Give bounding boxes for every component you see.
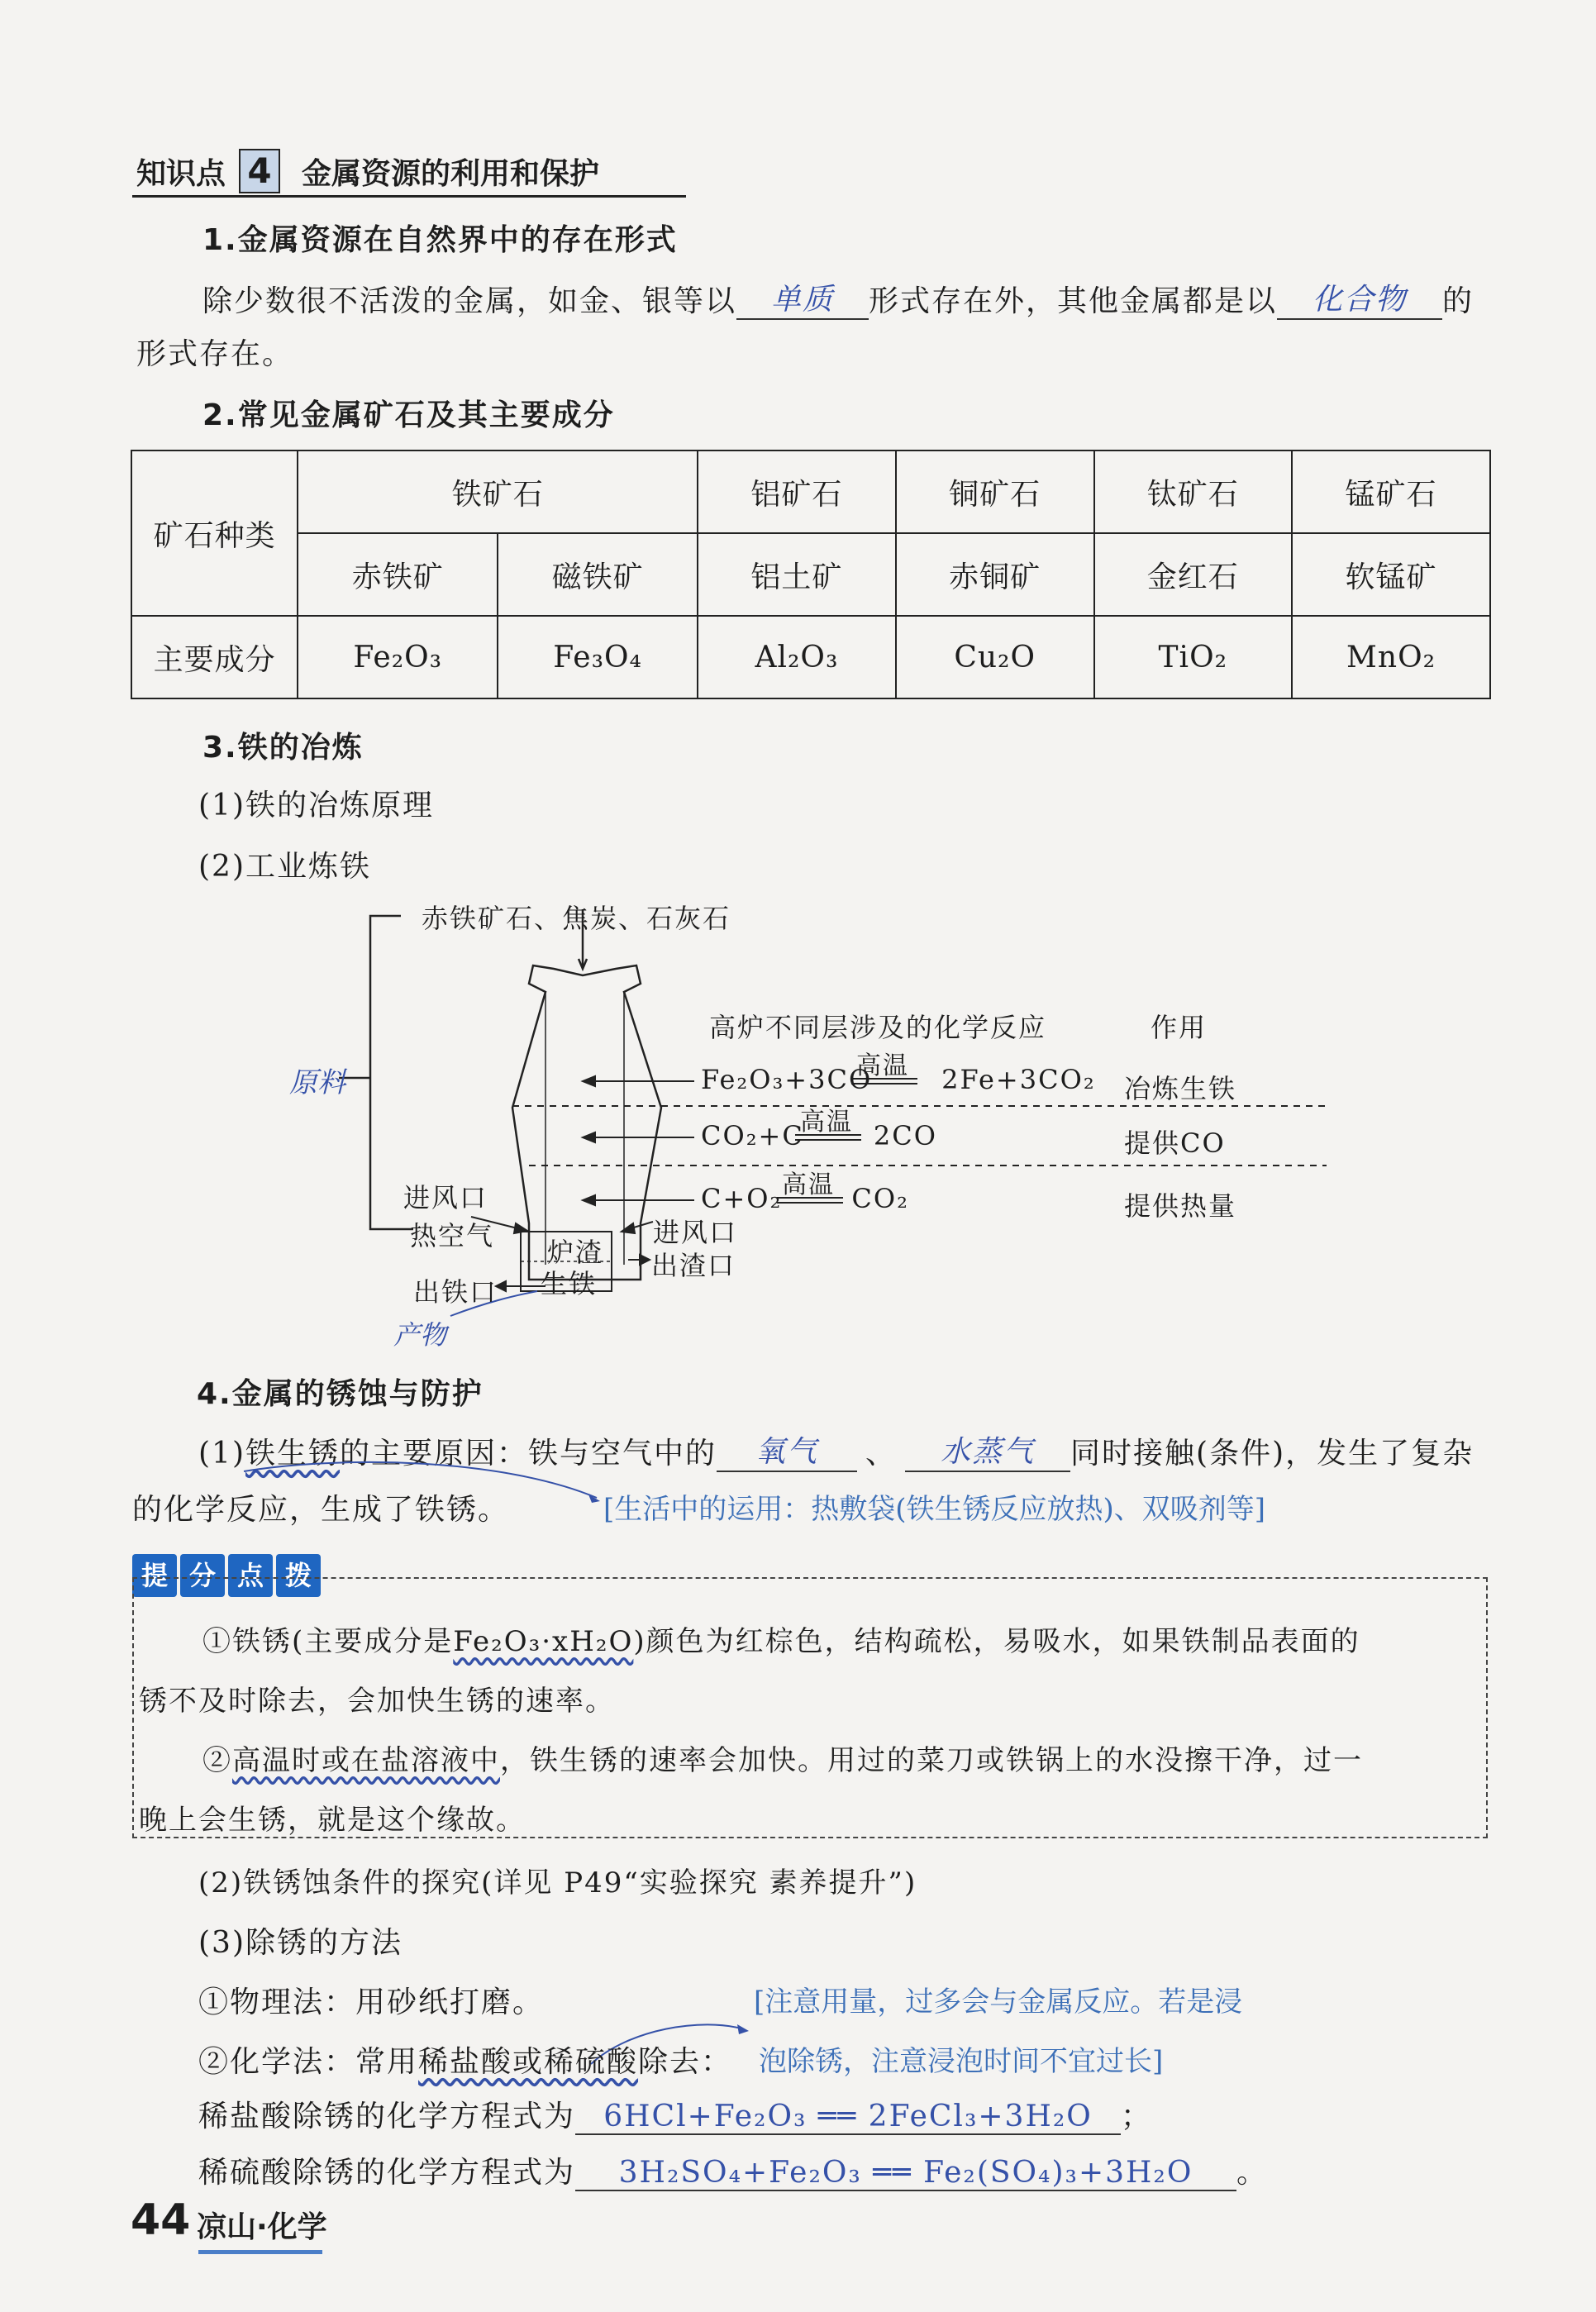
s5-note-1: [注意用量，过多会与金属反应。若是浸: [754, 1985, 1243, 2019]
section-number-badge: 4: [239, 149, 280, 193]
group-aluminium: 铝矿石: [698, 450, 896, 533]
slag-outlet: 出渣口: [651, 1250, 736, 1281]
tip-p1-cont: 锈不及时除去，会加快生锈的速率。: [139, 1685, 615, 1718]
ore-bauxite: 铝土矿: [698, 533, 896, 616]
reaction-1: Fe₂O₃+3CO 2Fe+3CO₂: [701, 1064, 1096, 1095]
group-titanium: 钛矿石: [1094, 450, 1292, 533]
comp-3: Cu₂O: [896, 616, 1094, 698]
answer-water-vapor: 水蒸气: [905, 1428, 1070, 1472]
group-manganese: 锰矿石: [1292, 450, 1490, 533]
s4-usage-note: [生活中的运用：热敷袋(铁生锈反应放热)、双吸剂等]: [603, 1493, 1266, 1526]
comp-5: MnO₂: [1292, 616, 1490, 698]
s5-line4: ②化学法：常用稀盐酸或稀硫酸除去：: [198, 2045, 733, 2079]
iron-outlet: 出铁口: [413, 1276, 498, 1308]
answer-hcl-equation: 6HCl+Fe₂O₃ ══ 2FeCl₃+3H₂O: [575, 2100, 1121, 2135]
cond-1: 高温: [856, 1051, 909, 1080]
s5-line1: (2)铁锈蚀条件的探究(详见 P49“实验探究 素养提升”): [198, 1866, 917, 1900]
role-3: 提供热量: [1124, 1190, 1237, 1222]
s5-line2: (3)除锈的方法: [198, 1926, 403, 1960]
ore-hematite: 赤铁矿: [298, 533, 498, 616]
s5-note-2: 泡除锈，注意浸泡时间不宜过长]: [759, 2045, 1164, 2078]
answer-compound: 化合物: [1277, 276, 1442, 320]
role-1: 冶炼生铁: [1124, 1073, 1237, 1104]
answer-oxygen: 氧气: [717, 1428, 857, 1472]
reaction-3: C+O₂ CO₂: [701, 1183, 909, 1214]
reaction-2: CO₂+C 2CO: [701, 1120, 937, 1151]
s5-line3: ①物理法：用砂纸打磨。: [198, 1985, 545, 2019]
ore-magnetite: 磁铁矿: [498, 533, 698, 616]
comp-0: Fe₂O₃: [298, 616, 498, 698]
slag: 炉渣: [547, 1237, 604, 1268]
raw-label: 原料: [289, 1066, 345, 1099]
s5-line6: 稀硫酸除锈的化学方程式为 3H₂SO₄+Fe₂O₃ ══ Fe₂(SO₄)₃+3H₂O 。: [198, 2156, 1269, 2190]
s1-heading: 1.金属资源在自然界中的存在形式: [202, 223, 678, 257]
product-label: 产物: [393, 1319, 447, 1351]
tip-p1: ①铁锈(主要成分是Fe₂O₃·xH₂O)颜色为红棕色，结构疏松，易吸水，如果铁制品表面的: [202, 1625, 1360, 1658]
air-inlet-left: 进风口: [403, 1182, 488, 1213]
ore-cuprite: 赤铜矿: [896, 533, 1094, 616]
role-2: 提供CO: [1124, 1127, 1226, 1159]
tip-p2: ②高温时或在盐溶液中，铁生锈的速率会加快。用过的菜刀或铁锅上的水没擦干净，过一: [202, 1744, 1363, 1777]
air-inlet-right: 进风口: [653, 1217, 738, 1248]
s4-heading: 4.金属的锈蚀与防护: [197, 1377, 484, 1411]
s3-sub1: (1)铁的冶炼原理: [198, 789, 434, 822]
row-label-comp: 主要成分: [131, 616, 298, 698]
page-number: 44: [131, 2195, 191, 2245]
answer-h2so4-equation: 3H₂SO₄+Fe₂O₃ ══ Fe₂(SO₄)₃+3H₂O: [575, 2156, 1236, 2191]
ore-rutile: 金红石: [1094, 533, 1292, 616]
section-label: 知识点: [136, 156, 226, 191]
ore-pyrolusite: 软锰矿: [1292, 533, 1490, 616]
s2-heading: 2.常见金属矿石及其主要成分: [202, 398, 615, 432]
cond-3: 高温: [782, 1170, 835, 1199]
pig-iron: 生铁: [541, 1268, 598, 1299]
comp-4: TiO₂: [1094, 616, 1292, 698]
answer-elemental: 单质: [736, 276, 869, 320]
col-role: 作用: [1151, 1012, 1208, 1043]
group-iron: 铁矿石: [298, 450, 698, 533]
s3-sub2: (2)工业炼铁: [198, 850, 371, 884]
s1-line1: 除少数很不活泼的金属，如金、银等以 单质 形式存在外，其他金属都是以 化合物 的: [202, 276, 1474, 320]
comp-2: Al₂O₃: [698, 616, 896, 698]
book-title: 凉山·化学: [197, 2210, 327, 2244]
group-copper: 铜矿石: [896, 450, 1094, 533]
s3-heading: 3.铁的冶炼: [202, 731, 364, 765]
col-reaction: 高炉不同层涉及的化学反应: [709, 1012, 1047, 1043]
s5-line5: 稀盐酸除锈的化学方程式为 6HCl+Fe₂O₃ ══ 2FeCl₃+3H₂O ；: [198, 2100, 1153, 2133]
footer-rule: [198, 2250, 322, 2254]
tip-labels: 提 分 点 拨: [132, 1554, 324, 1597]
furnace-inputs: 赤铁矿石、焦炭、石灰石: [422, 903, 731, 934]
s4-line2: 的化学反应，生成了铁锈。: [132, 1493, 510, 1527]
tip-p2-cont: 晚上会生锈，就是这个缘故。: [139, 1804, 526, 1837]
cond-2: 高温: [800, 1108, 853, 1137]
hot-air: 热空气: [410, 1220, 495, 1251]
section-title: 金属资源的利用和保护: [302, 156, 600, 191]
s4-line1: (1)铁生锈的主要原因：铁与空气中的 氧气 、 水蒸气 同时接触(条件)，发生了复杂: [198, 1428, 1474, 1472]
row-label-ore: 矿石种类: [131, 450, 298, 616]
comp-1: Fe₃O₄: [498, 616, 698, 698]
s1-line2: 形式存在。: [136, 337, 294, 371]
rust-formula: Fe₂O₃·xH₂O: [453, 1625, 634, 1658]
